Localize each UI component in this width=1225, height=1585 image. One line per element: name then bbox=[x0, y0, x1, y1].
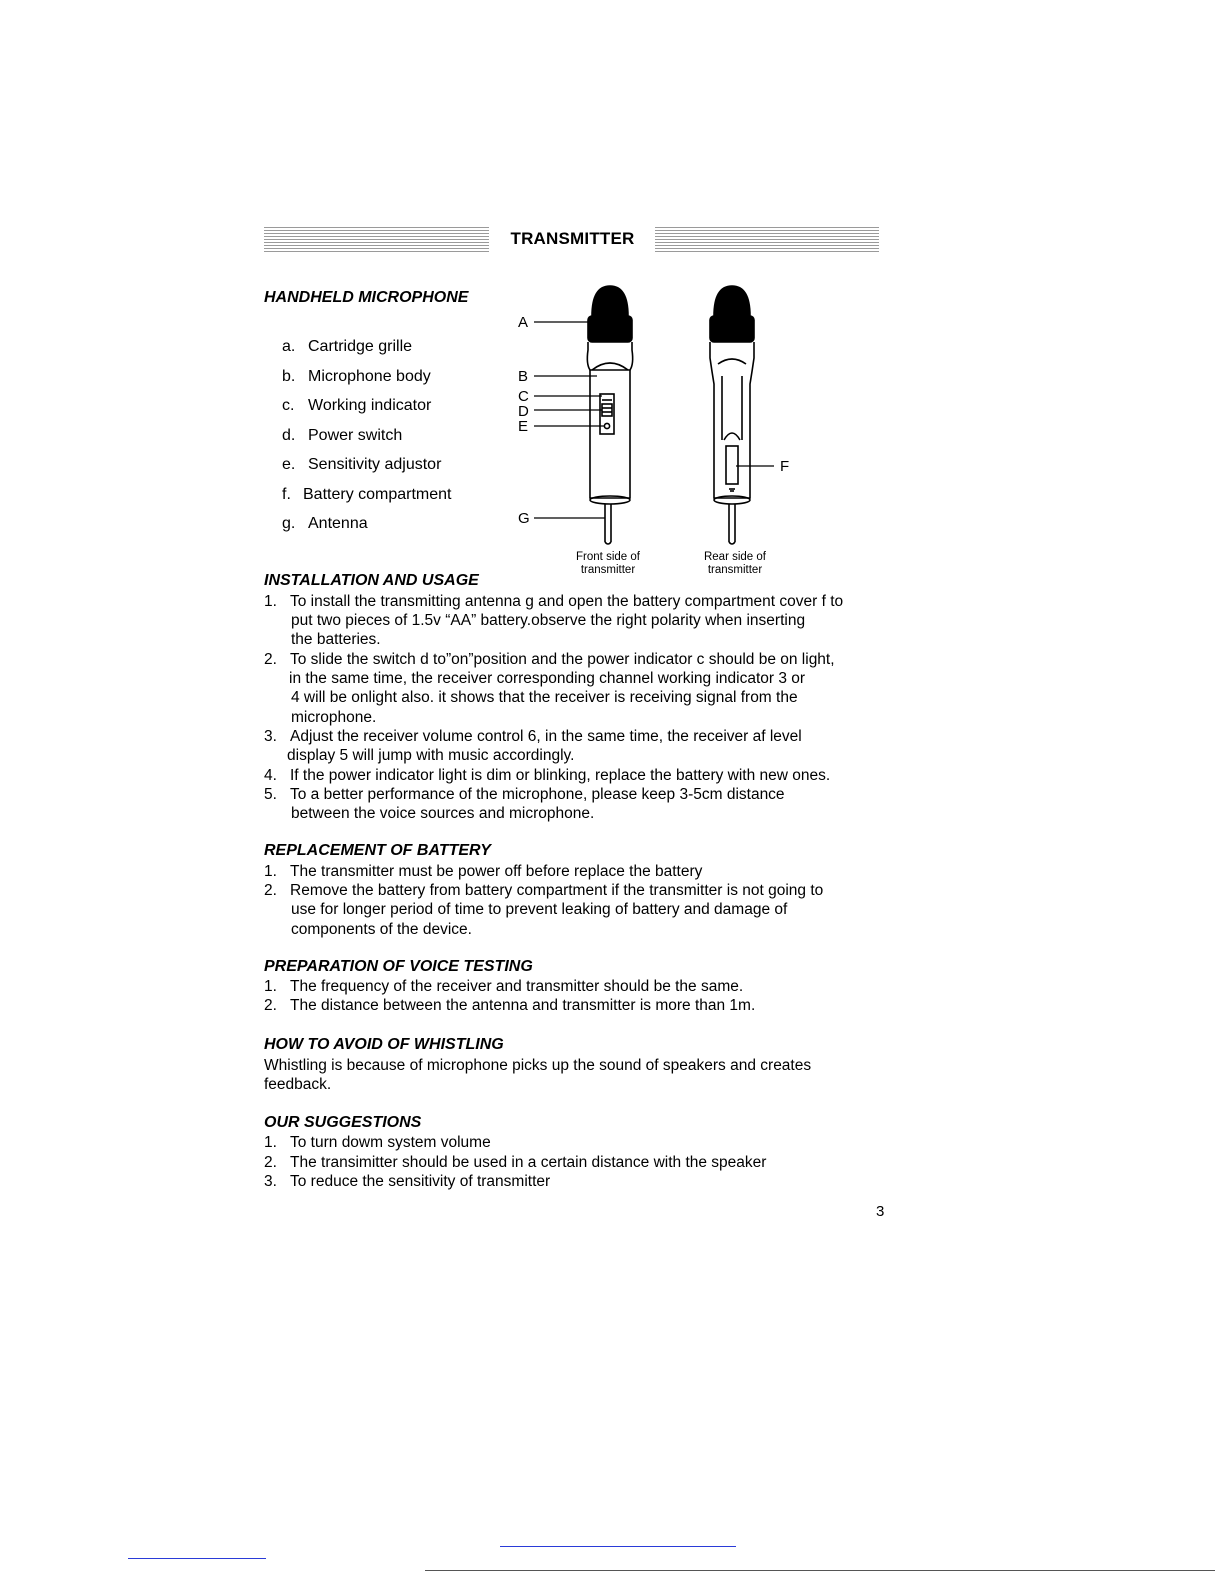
item-number: 4. bbox=[264, 767, 277, 784]
item-number: 3. bbox=[264, 1173, 277, 1190]
text-line: Whistling is because of microphone picks up the sound of speakers and creates bbox=[264, 1057, 812, 1074]
text-line: The distance between the antenna and transmitter is more than 1m. bbox=[290, 997, 756, 1014]
list-item: a. Cartridge grille bbox=[282, 338, 413, 355]
text-line: To turn dowm system volume bbox=[290, 1134, 491, 1151]
label-c: C bbox=[518, 388, 529, 405]
text-line: Adjust the receiver volume control 6, in the same time, the receiver af level bbox=[290, 728, 802, 745]
footer-rule-left bbox=[128, 1558, 266, 1559]
suggestions-heading: OUR SUGGESTIONS bbox=[264, 1114, 422, 1131]
front-microphone-illustration bbox=[587, 286, 632, 544]
page-title: TRANSMITTER bbox=[510, 229, 635, 248]
list-item: c. Working indicator bbox=[282, 397, 432, 414]
text-line: To reduce the sensitivity of transmitter bbox=[290, 1173, 551, 1190]
item-number: 2. bbox=[264, 882, 277, 899]
whistling-heading: HOW TO AVOID OF WHISTLING bbox=[264, 1036, 504, 1053]
text-line: use for longer period of time to prevent leaking of battery and damage of bbox=[291, 901, 788, 918]
label-b: B bbox=[518, 368, 529, 385]
list-item: g. Antenna bbox=[282, 515, 368, 532]
text-line: Remove the battery from battery compartment if the transmitter is not going to bbox=[290, 882, 824, 899]
microphone-diagram bbox=[500, 280, 820, 552]
text-line: in the same time, the receiver corresponding channel working indicator 3 or bbox=[289, 670, 806, 687]
text-line: put two pieces of 1.5v “AA” battery.observe the right polarity when inserting bbox=[291, 612, 806, 629]
text-line: components of the device. bbox=[291, 921, 472, 938]
list-item: d. Power switch bbox=[282, 426, 403, 444]
footer-rule-center bbox=[500, 1546, 736, 1547]
item-number: 2. bbox=[264, 651, 277, 668]
text-line: The transimitter should be used in a certain distance with the speaker bbox=[290, 1154, 767, 1171]
list-item: e. Sensitivity adjustor bbox=[282, 456, 442, 473]
text-line: The frequency of the receiver and transmitter should be the same. bbox=[290, 978, 744, 995]
text-line: the batteries. bbox=[291, 631, 381, 648]
item-number: 5. bbox=[264, 786, 277, 803]
installation-heading: INSTALLATION AND USAGE bbox=[264, 572, 479, 589]
header-rule-right bbox=[655, 227, 879, 252]
leader-lines bbox=[534, 322, 774, 518]
text-line: feedback. bbox=[264, 1076, 332, 1093]
label-e: E bbox=[518, 418, 529, 435]
list-item: b. Microphone body bbox=[282, 367, 431, 385]
text-line: display 5 will jump with music accordingly. bbox=[287, 747, 575, 764]
item-number: 3. bbox=[264, 728, 277, 745]
text-line: To slide the switch d to”on”position and the power indicator c should be on light, bbox=[290, 651, 835, 668]
label-g: G bbox=[518, 510, 530, 527]
battery-heading: REPLACEMENT OF BATTERY bbox=[264, 842, 491, 859]
item-number: 2. bbox=[264, 997, 277, 1014]
item-number: 1. bbox=[264, 863, 277, 880]
page-number: 3 bbox=[876, 1203, 885, 1220]
text-line: The transmitter must be power off before replace the battery bbox=[290, 863, 703, 880]
label-d: D bbox=[518, 403, 529, 420]
label-f: F bbox=[780, 458, 790, 475]
voice-heading: PREPARATION OF VOICE TESTING bbox=[264, 958, 533, 975]
parts-list bbox=[282, 332, 452, 539]
label-a: A bbox=[518, 314, 529, 331]
list-item: f. Battery compartment bbox=[282, 485, 452, 503]
rear-microphone-illustration bbox=[710, 286, 754, 544]
item-number: 2. bbox=[264, 1154, 277, 1171]
item-number: 1. bbox=[264, 978, 277, 995]
header-rule-left bbox=[264, 227, 489, 252]
item-number: 1. bbox=[264, 1134, 277, 1151]
front-caption: Front side of transmitter bbox=[576, 551, 640, 576]
footer-rule-right bbox=[425, 1570, 1215, 1571]
text-line: To a better performance of the microphone, please keep 3-5cm distance bbox=[290, 786, 785, 803]
text-line: If the power indicator light is dim or blinking, replace the battery with new ones. bbox=[290, 767, 831, 784]
text-line: microphone. bbox=[291, 709, 377, 726]
text-line: between the voice sources and microphone. bbox=[291, 805, 595, 822]
handheld-heading: HANDHELD MICROPHONE bbox=[264, 289, 469, 306]
text-line: To install the transmitting antenna g and open the battery compartment cover f to bbox=[290, 593, 844, 610]
item-number: 1. bbox=[264, 593, 277, 610]
text-line: 4 will be onlight also. it shows that the receiver is receiving signal from the bbox=[291, 689, 798, 706]
rear-caption: Rear side of transmitter bbox=[703, 551, 766, 576]
